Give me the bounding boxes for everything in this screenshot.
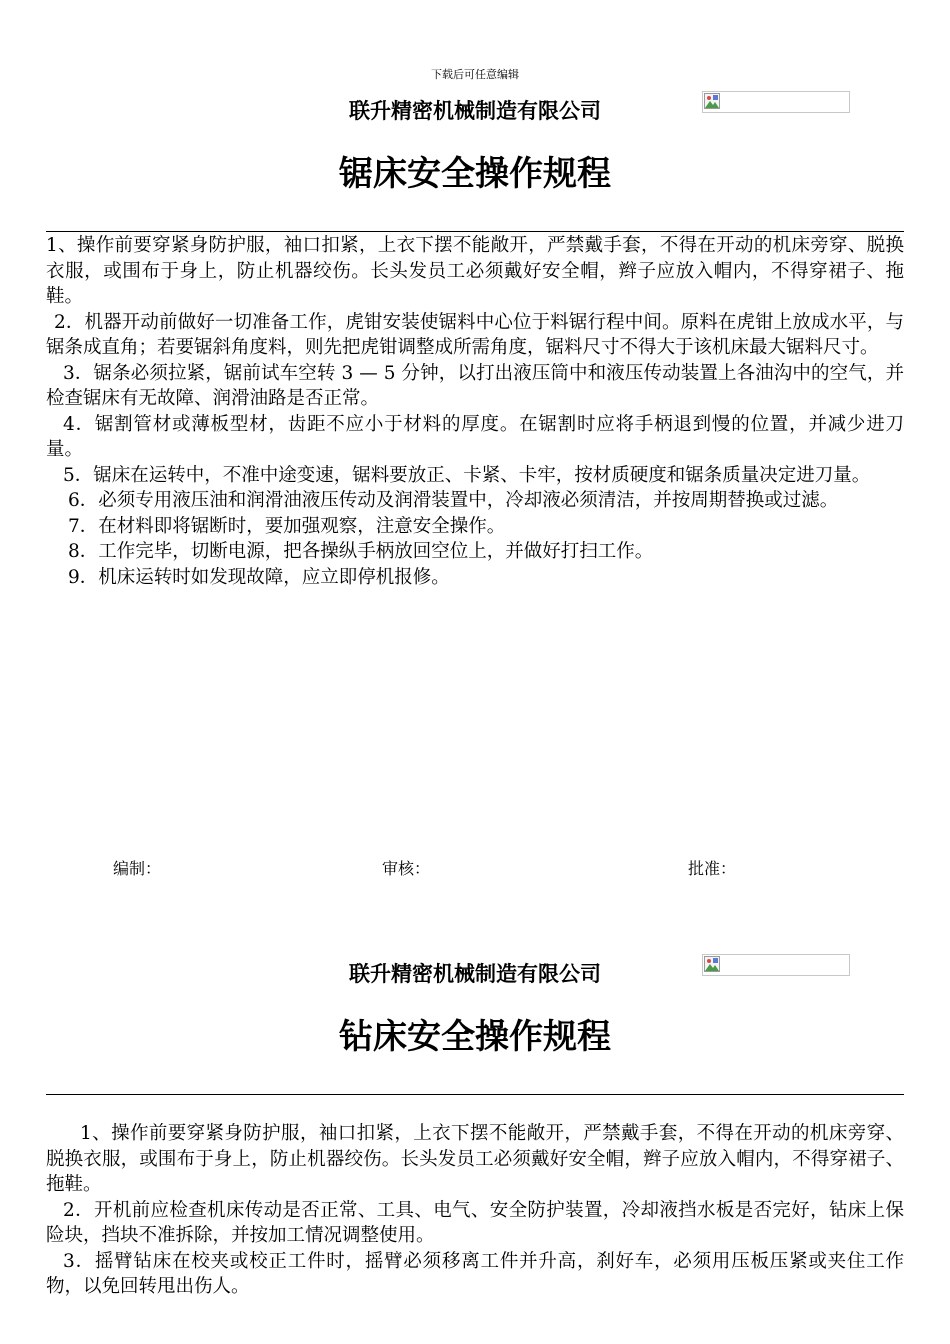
procedure-body <box>46 233 904 590</box>
procedure-item: 3．摇臂钻床在校夹或校正工件时，摇臂必须移离工件并升高，刹好车，必须用压板压紧或夹住工作物，以免回转甩出伤人。 <box>46 1250 904 1297</box>
company-logo <box>702 91 850 113</box>
procedure-item: 7．在材料即将锯断时，要加强观察，注意安全操作。 <box>68 515 506 537</box>
procedure-item: 1、操作前要穿紧身防护服，袖口扣紧，上衣下摆不能敞开，严禁戴手套，不得在开动的机床旁穿、脱换衣服，或围布于身上，防止机器绞伤。长头发员工必须戴好安全帽，辫子应放入帽内，不得穿裙子、拖鞋。 <box>46 235 904 307</box>
broken-image-icon <box>704 93 720 109</box>
divider-line <box>46 231 904 232</box>
procedure-item: 3．锯条必须拉紧，锯前试车空转 3 — 5 分钟，以打出液压筒中和液压传动装置上各油沟中的空气，并检查锯床有无故障、润滑油路是否正常。 <box>46 362 904 409</box>
company-name: 联升精密机械制造有限公司 <box>349 99 601 123</box>
divider-line <box>46 1094 904 1095</box>
company-name: 联升精密机械制造有限公司 <box>349 962 601 986</box>
procedure-item: 1、操作前要穿紧身防护服，袖口扣紧，上衣下摆不能敞开，严禁戴手套，不得在开动的机床旁穿、脱换衣服，或围布于身上，防止机器绞伤。长头发员工必须戴好安全帽，辫子应放入帽内，不得穿裙子、拖鞋。 <box>46 1123 904 1195</box>
procedure-item: 9．机床运转时如发现故障，应立即停机报修。 <box>68 566 450 588</box>
procedure-item: 6．必须专用液压油和润滑油液压传动及润滑装置中，冷却液必须清洁，并按周期替换或过滤。 <box>68 490 839 511</box>
document-title: 钻床安全操作规程 <box>339 1017 611 1057</box>
document-title: 锯床安全操作规程 <box>339 154 611 194</box>
procedure-item: 2．开机前应检查机床传动是否正常、工具、电气、安全防护装置，冷却液挡水板是否完好，钻床上保险块，挡块不准拆除，并按加工情况调整使用。 <box>46 1199 904 1246</box>
procedure-item: 8．工作完毕，切断电源，把各操纵手柄放回空位上，并做好打扫工作。 <box>68 541 654 562</box>
prepared-by-label: 编制： <box>113 859 162 878</box>
procedure-item: 2．机器开动前做好一切准备工作，虎钳安装使锯料中心位于料锯行程中间。原料在虎钳上放成水平，与锯条成直角；若要锯斜角度料，则先把虎钳调整成所需角度，锯料尺寸不得大于该机床最大锯料尺寸。 <box>46 311 904 358</box>
broken-image-icon <box>704 956 720 972</box>
edit-note: 下载后可任意编辑 <box>431 68 519 81</box>
company-logo <box>702 954 850 976</box>
approved-by-label: 批准： <box>688 859 737 878</box>
procedure-body <box>46 1121 904 1300</box>
procedure-item: 4．锯割管材或薄板型材，齿距不应小于材料的厚度。在锯割时应将手柄退到慢的位置，并减少进刀量。 <box>46 413 904 460</box>
procedure-item: 5．锯床在运转中，不准中途变速，锯料要放正、卡紧、卡牢，按材质硬度和锯条质量决定进刀量。 <box>63 464 871 486</box>
reviewed-by-label: 审核： <box>382 859 431 878</box>
